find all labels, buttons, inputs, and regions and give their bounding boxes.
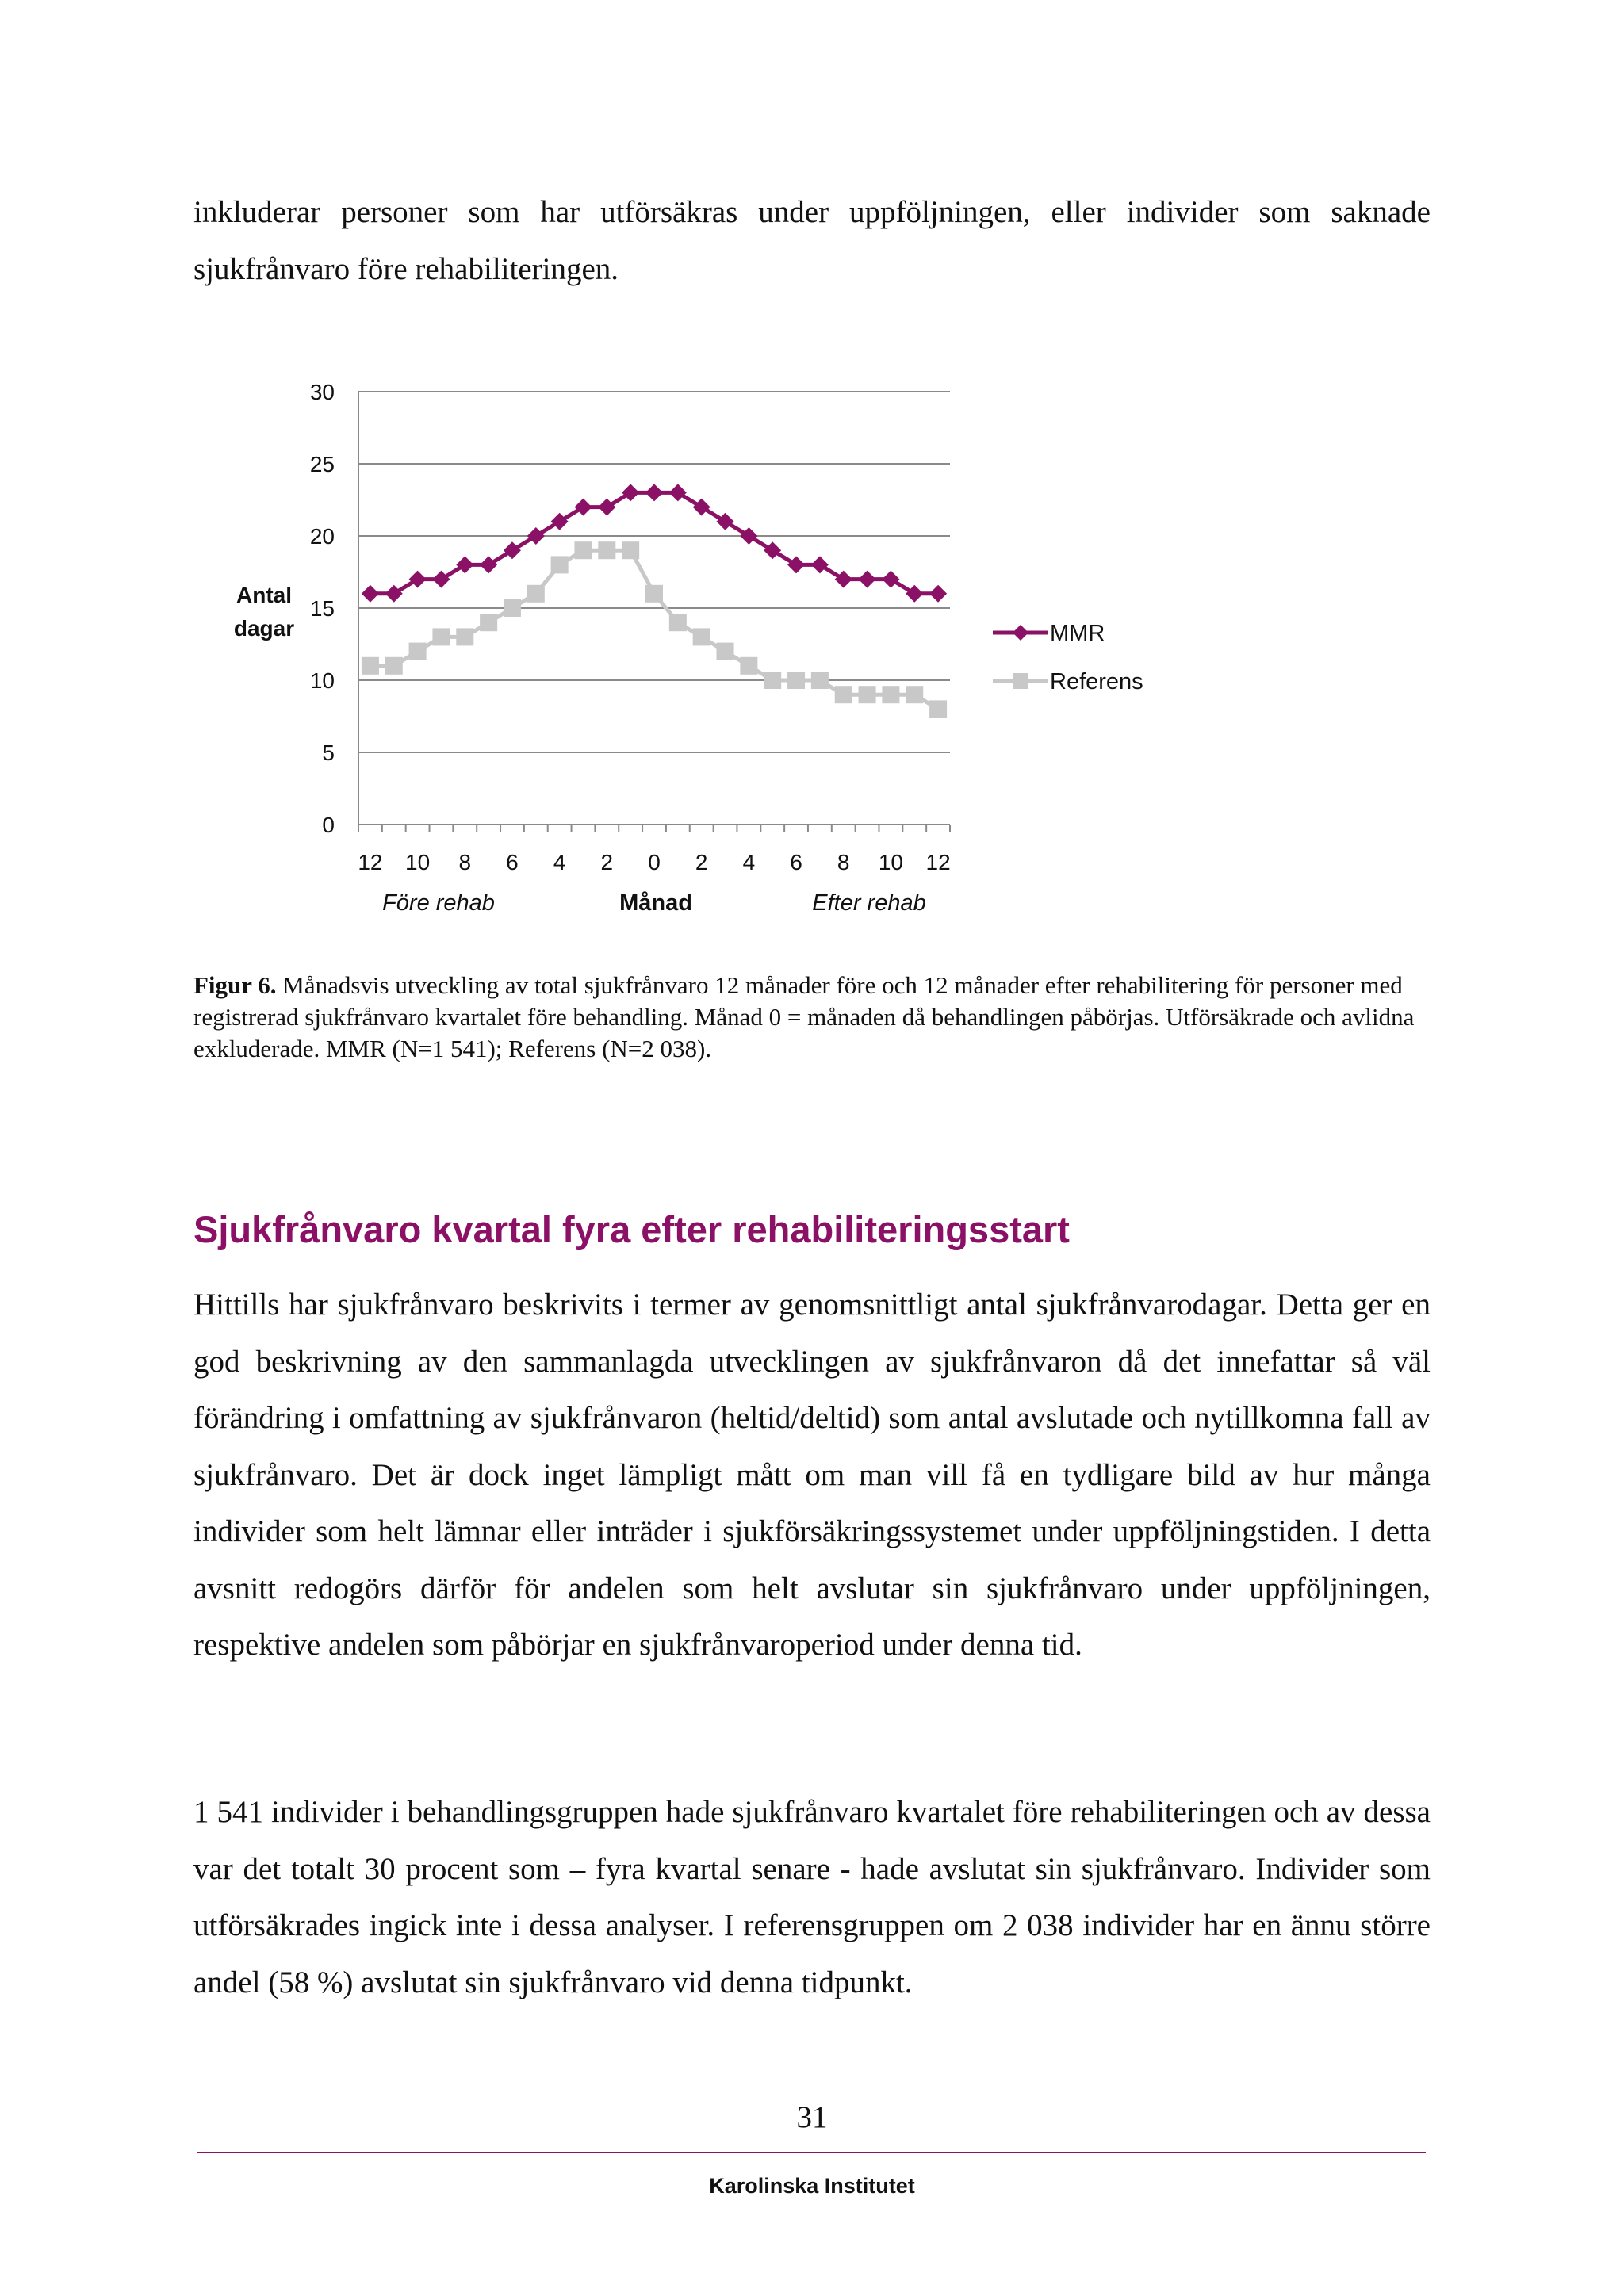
data-point-referens [385, 657, 403, 675]
data-point-referens [835, 686, 852, 703]
x-tick-label: 6 [790, 850, 802, 874]
chart-series [362, 484, 947, 718]
data-point-mmr [645, 484, 663, 501]
data-point-referens [693, 628, 710, 645]
data-point-mmr [574, 499, 592, 516]
y-tick-label: 5 [322, 740, 335, 765]
y-tick-label: 10 [309, 668, 335, 693]
figure-caption [193, 970, 1438, 1065]
chart-axes [358, 392, 950, 832]
data-point-mmr [906, 585, 923, 603]
data-point-mmr [504, 541, 521, 559]
x-tick-label: 2 [695, 850, 708, 874]
series-line-referens [370, 550, 938, 709]
x-tick-label: 2 [600, 850, 614, 874]
y-axis-label-line-1: Antal [236, 583, 292, 607]
x-group-label-before: Före rehab [382, 890, 495, 916]
data-point-mmr [551, 513, 569, 530]
data-point-referens [504, 599, 521, 617]
data-point-mmr [385, 585, 403, 603]
data-point-referens [574, 541, 592, 559]
data-point-referens [432, 628, 450, 645]
data-point-referens [669, 614, 687, 631]
y-axis-label-line-2: dagar [233, 616, 295, 641]
data-point-mmr [480, 556, 497, 573]
data-point-mmr [456, 556, 473, 573]
data-point-referens [717, 643, 734, 660]
data-point-mmr [409, 571, 427, 588]
data-point-mmr [740, 527, 757, 545]
data-point-mmr [859, 571, 876, 588]
legend-label-mmr: MMR [1050, 621, 1105, 646]
x-tick-label: 12 [925, 850, 951, 874]
data-point-referens [456, 628, 473, 645]
data-point-mmr [669, 484, 687, 501]
data-point-mmr [598, 499, 615, 516]
x-tick-label: 0 [648, 850, 661, 874]
line-chart [0, 0, 1624, 951]
data-point-referens [409, 643, 427, 660]
data-point-mmr [787, 556, 805, 573]
data-point-mmr [882, 571, 899, 588]
legend-marker-mmr [1013, 625, 1028, 641]
footer-organization: Karolinska Institutet [709, 2174, 915, 2198]
body-paragraph-2: 1 541 individer i behandlingsgruppen hade sjukfrånvaro kvartalet före rehabiliteringen och av dessa var det totalt 30 procent som – fyra kvartal senare - hade avslutat sin sjukfrånvaro. Individer som utförsäkrades ingick inte i dessa analyser. I referensgruppen om 2 038 individer har en ännu större andel (58 %) avslutat sin sjukfrånvaro vid denna tidpunkt. [193, 1795, 1431, 1999]
page-number: 31 [796, 2100, 828, 2134]
x-tick-label: 12 [358, 850, 383, 874]
legend-label-referens: Referens [1050, 669, 1143, 695]
figure-caption-label: Figur 6. [193, 971, 277, 999]
data-point-referens [811, 672, 829, 689]
x-tick-label: 8 [837, 850, 850, 874]
chart-legend [993, 621, 1143, 695]
figure-caption-text: Månadsvis utveckling av total sjukfrånvaro 12 månader före och 12 månader efter rehabilitering för personer med registrerad sjukfrånvaro kvartalet före behandling. Månad 0 = månaden då behandlingen påbörjas. Utförsäkrade och avlidna exkluderade. MMR (N=1 541); Referens (N=2 038). [193, 971, 1415, 1062]
data-point-referens [764, 672, 781, 689]
data-point-referens [362, 657, 379, 675]
y-tick-label: 0 [322, 813, 335, 837]
data-point-referens [882, 686, 899, 703]
data-point-referens [740, 657, 757, 675]
section-heading: Sjukfrånvaro kvartal fyra efter rehabiliteringsstart [193, 1208, 1070, 1250]
x-tick-label: 10 [405, 850, 431, 874]
data-point-mmr [693, 499, 710, 516]
data-point-mmr [362, 585, 379, 603]
data-point-referens [480, 614, 497, 631]
x-tick-label: 6 [506, 850, 519, 874]
data-point-referens [551, 556, 569, 573]
x-group-label-after: Efter rehab [812, 890, 926, 916]
y-tick-label: 20 [309, 524, 335, 549]
data-point-mmr [432, 571, 450, 588]
x-tick-label: 4 [742, 850, 756, 874]
data-point-mmr [527, 527, 545, 545]
x-tick-labels [358, 850, 950, 874]
x-tick-label: 4 [553, 850, 566, 874]
data-point-mmr [764, 541, 781, 559]
legend-marker-referens [1013, 673, 1028, 689]
footer-divider [197, 2152, 1426, 2153]
data-point-referens [906, 686, 923, 703]
data-point-mmr [717, 513, 734, 530]
x-axis-label: Månad [619, 890, 692, 916]
data-point-mmr [835, 571, 852, 588]
series-line-mmr [370, 492, 938, 593]
y-tick-label: 25 [309, 452, 335, 476]
x-tick-label: 8 [458, 850, 472, 874]
x-tick-label: 10 [878, 850, 903, 874]
y-tick-label: 15 [309, 596, 335, 621]
intro-paragraph: inkluderar personer som har utförsäkras under uppföljningen, eller individer som saknade sjukfrånvaro före rehabiliteringen. [193, 195, 1431, 286]
data-point-mmr [929, 585, 947, 603]
data-point-mmr [622, 484, 639, 501]
y-tick-labels [310, 380, 335, 837]
data-point-referens [859, 686, 876, 703]
data-point-referens [622, 541, 639, 559]
data-point-referens [645, 585, 663, 603]
data-point-referens [787, 672, 805, 689]
data-point-referens [929, 700, 947, 718]
data-point-mmr [811, 556, 829, 573]
y-tick-label: 30 [309, 380, 335, 404]
data-point-referens [598, 541, 615, 559]
body-paragraph-1: Hittills har sjukfrånvaro beskrivits i termer av genomsnittligt antal sjukfrånvarodagar. Detta ger en god beskrivning av den sammanlagda utvecklingen av sjukfrånvaron då det innefattar så väl förändring i omfattning av sjukfrånvaron (heltid/deltid) som antal avslutade och nytillkomna fall av sjukfrånvaro. Det är dock inget lämpligt mått om man vill få en tydligare bild av hur många individer som helt lämnar eller inträder i sjukförsäkringssystemet under uppföljningstiden. I detta avsnitt redogörs därför för andelen som helt avslutar sin sjukfrånvaro under uppföljningen, respektive andelen som påbörjar en sjukfrånvaroperiod under denna tid. [193, 1288, 1431, 1662]
data-point-referens [527, 585, 545, 603]
